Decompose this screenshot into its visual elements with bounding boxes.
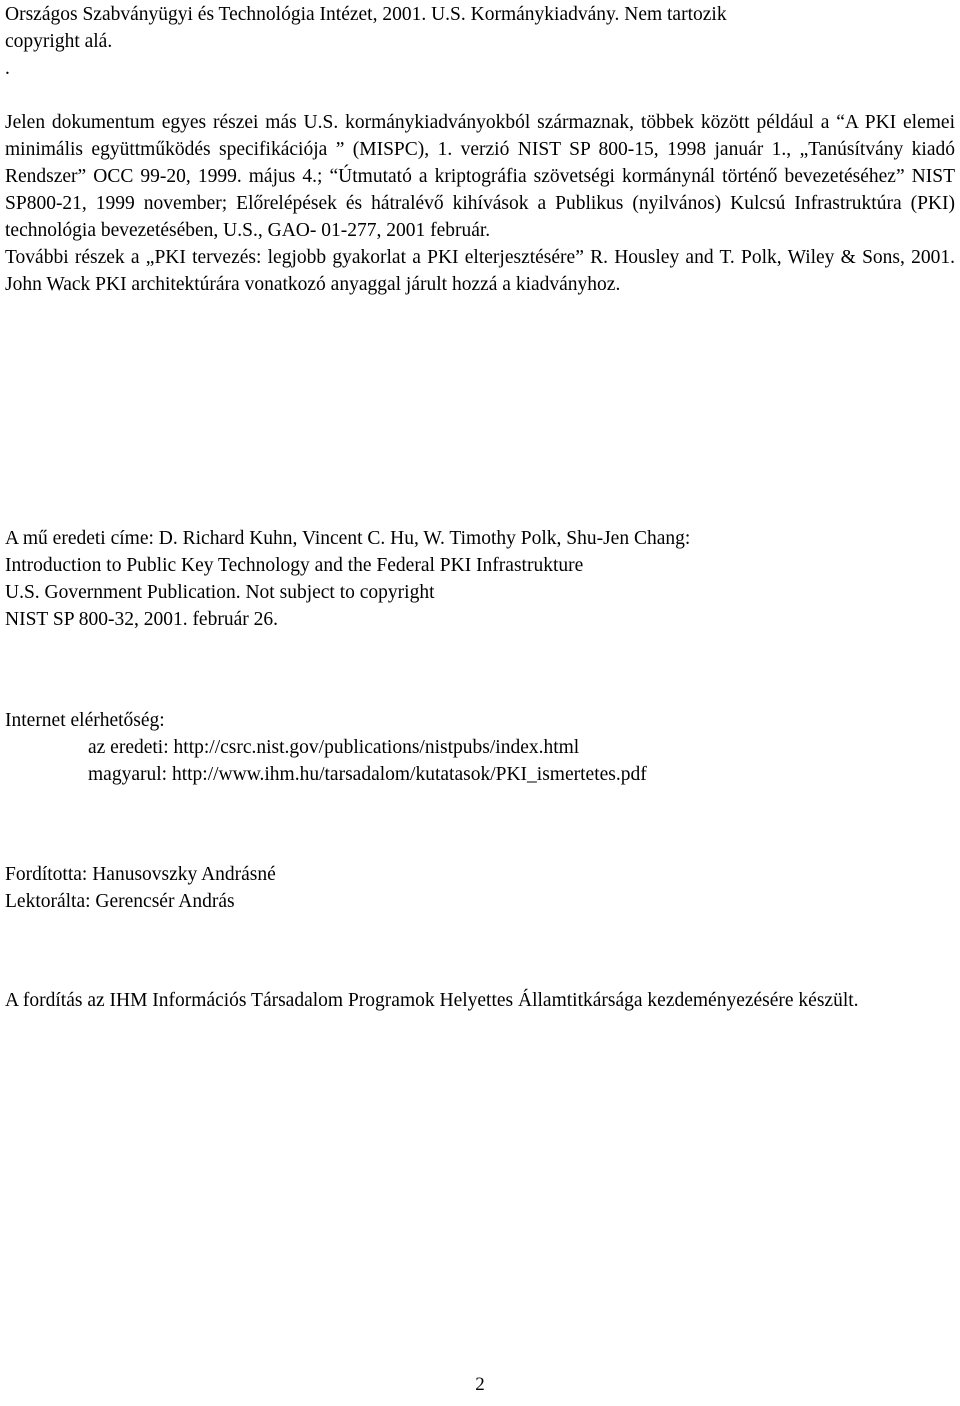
page-number: 2 (475, 1374, 485, 1395)
original-url-label: az eredeti: (88, 737, 169, 758)
internet-section (5, 707, 955, 788)
notice-line-2: copyright alá. (5, 31, 113, 52)
credits-section (5, 861, 955, 915)
sources-section (5, 109, 955, 298)
sources-paragraph: Jelen dokumentum egyes részei más U.S. kormánykiadványokból származnak, többek között például a “A PKI elemei minimális együttműködés specifikációja ” (MISPC), 1. verzió NIST SP 800-15, 1998 január 1., „Tanúsítvány kiadó Rendszer” OCC 99-20, 1999. május 4.; “Útmutató a kriptográfia szövetségi kormánynál történő bevezetéséhez” NIST SP800-21, 1999 november; Előrelépések és hátralévő kihívások a Publikus (nyilvános) Kulcsú Infrastruktúra (PKI) technológia bevezetésében, U.S., GAO- 01-277, 2001 február. (5, 112, 955, 241)
initiative-section (5, 987, 955, 1014)
initiative-paragraph: A fordítás az IHM Információs Társadalom Programok Helyettes Államtitkársága kezdeményezésére készült. (5, 990, 859, 1011)
copyright-notice (5, 1, 955, 82)
translator-line: Fordította: Hanusovszky Andrásné (5, 864, 276, 885)
original-title-section (5, 525, 955, 633)
internet-heading: Internet elérhetőség: (5, 710, 165, 731)
hungarian-url-label: magyarul: (88, 764, 168, 785)
notice-line-1: Országos Szabványügyi és Technológia Intézet, 2001. U.S. Kormánykiadvány. Nem tartozik (5, 4, 727, 25)
original-url-link[interactable]: http://csrc.nist.gov/publications/nistpubs/index.html (173, 737, 580, 758)
original-title-line-1: A mű eredeti címe: D. Richard Kuhn, Vincent C. Hu, W. Timothy Polk, Shu-Jen Chang: (5, 528, 691, 549)
original-url-line (5, 734, 955, 761)
original-title-line-3: U.S. Government Publication. Not subject to copyright (5, 582, 435, 603)
notice-line-3: . (5, 58, 10, 79)
original-title-line-4: NIST SP 800-32, 2001. február 26. (5, 609, 278, 630)
editor-line: Lektorálta: Gerencsér András (5, 891, 235, 912)
hungarian-url-line (5, 761, 955, 788)
original-title-line-2: Introduction to Public Key Technology and the Federal PKI Infrastrukture (5, 555, 584, 576)
additional-sources-paragraph: További részek a „PKI tervezés: legjobb gyakorlat a PKI elterjesztésére” R. Housley and T. Polk, Wiley & Sons, 2001. John Wack PKI architektúrára vonatkozó anyaggal járult hozzá a kiadványhoz. (5, 247, 955, 295)
hungarian-url-link[interactable]: http://www.ihm.hu/tarsadalom/kutatasok/PKI_ismertetes.pdf (171, 764, 647, 785)
